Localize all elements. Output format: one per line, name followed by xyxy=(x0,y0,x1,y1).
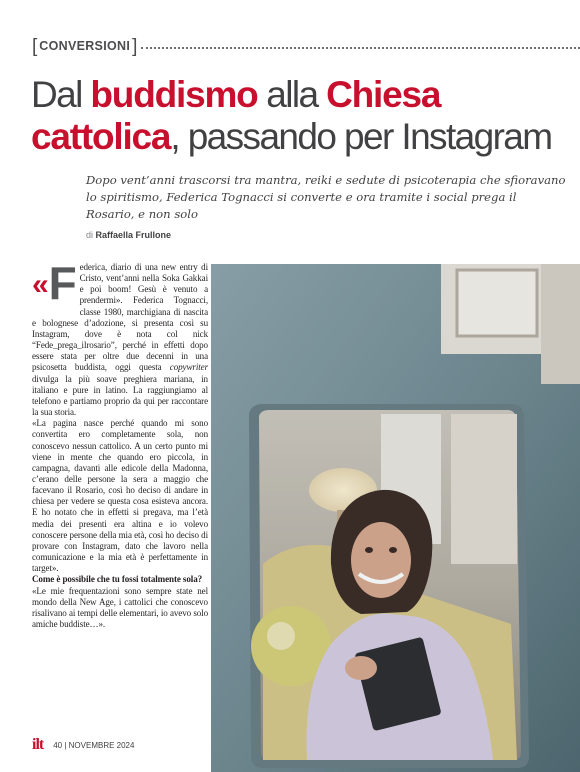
emphasis: copywriter xyxy=(169,362,208,373)
standfirst: Dopo vent’anni trascorsi tra mantra, reiki e sedute di psicoterapia che sfioravano lo spiritismo, Federica Tognacci si converte e ora tramite i social prega il Rosario, e non solo xyxy=(86,173,566,221)
headline-highlight: cattolica xyxy=(31,116,171,157)
section-header xyxy=(32,36,580,56)
article-body xyxy=(32,257,208,712)
page-number-date: 40 | NOVEMBRE 2024 xyxy=(53,740,135,750)
section-label: CONVERSIONI xyxy=(39,39,131,53)
dropcap-letter: F xyxy=(48,257,77,309)
paragraph: «La pagina nasce perché quando mi sono convertita ero completamente sola, non conoscevo nessun cattolico. A un certo punto mi viene in mente che quando ero piccola, in campagna, davanti alle edicole della Madonna, c’erano delle persone la sera a maggio che facevano il Rosario, così ho deciso di andare in chiesa per vedere se questa cosa esisteva ancora. E ho notato che in effetti si pregava, ma l’età media dei presenti era altina e io volevo conoscere persone della mia età, così ho deciso di provare con Instagram, dato che lavoro nella comunicazione e la mia età è perfettamente in target». xyxy=(32,418,208,574)
headline-highlight: buddismo xyxy=(90,74,258,115)
headline-highlight: Chiesa xyxy=(326,74,441,115)
page-footer xyxy=(32,736,134,754)
bracket-right: ] xyxy=(132,35,138,57)
byline xyxy=(86,230,171,240)
magazine-logo: ilt xyxy=(32,736,44,753)
headline-text: Dal xyxy=(31,74,91,115)
opening-quote-mark: « xyxy=(32,268,49,301)
headline xyxy=(31,74,571,158)
byline-prefix: di xyxy=(86,230,96,240)
headline-text: alla xyxy=(257,74,327,115)
interview-question: Come è possibile che tu fossi totalmente sola? xyxy=(32,574,203,585)
dropcap-block xyxy=(32,257,77,309)
paragraph: ederica, diario di una new entry di Cristo, vent’anni nella Soka Gakkai e poi boom! Gesù è venuto a prendermi». Federica Tognacci, classe 1980, marchigiana di nascita e bolognese d’adozione, si presenta così su Instagram, dove è nota col nick “Fede_prega_ilrosario”, perché in effetti dopo essere stata per oltre due decenni in una psicosetta buddista, oggi questa copywriter divulga la più soave preghiera mariana, in italiano e pure in latino. La raggiungiamo al telefono e partiamo proprio da qui per raccontare la sua storia. xyxy=(32,262,208,418)
bracket-left: [ xyxy=(32,35,38,57)
photo-woman-in-mirror xyxy=(211,264,580,772)
dotted-rule xyxy=(141,47,580,49)
byline-author: Raffaella Frullone xyxy=(95,230,172,240)
paragraph: «Le mie frequentazioni sono sempre state nel mondo della New Age, i cattolici che conoscevo risalivano ai tempi delle elementari, io avevo solo amiche buddiste…». xyxy=(32,585,208,629)
headline-text: , passando per Instagram xyxy=(170,116,552,157)
